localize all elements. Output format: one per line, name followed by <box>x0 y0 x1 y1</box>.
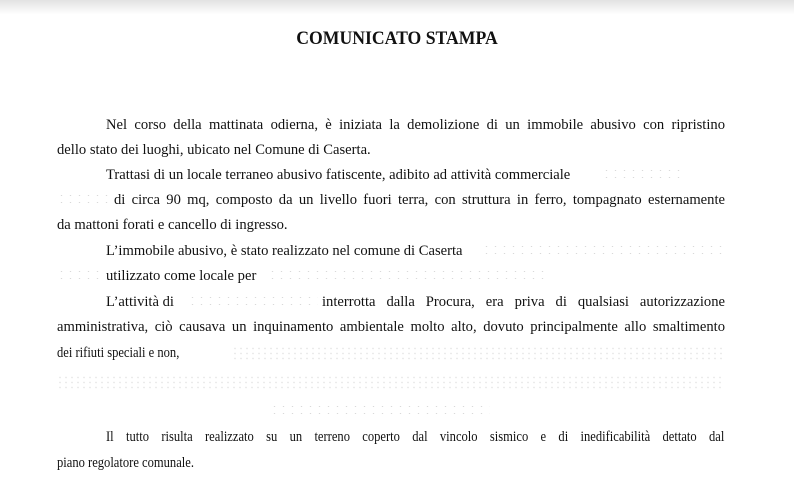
paragraph-2-line-2: di circa 90 mq, composto da un livello fuori terra, con struttura in ferro, tompagnato esternamente <box>114 192 725 208</box>
paragraph-4-line-2: amministrativa, ciò causava un inquinamento ambientale molto alto, dovuto principalmente allo smaltimento <box>57 319 725 335</box>
paragraph-4-line-1-end: interrotta dalla Procura, era priva di qualsiasi autorizzazione <box>322 294 725 310</box>
redacted-region <box>232 346 724 362</box>
paragraph-4-line-1-start: L’attività di <box>106 294 174 310</box>
paragraph-1-line-2: dello stato dei luoghi, ubicato nel Comune di Caserta. <box>57 142 371 158</box>
redacted-region <box>270 403 490 419</box>
redacted-region <box>57 375 724 391</box>
paragraph-3-line-1: L’immobile abusivo, è stato realizzato nel comune di Caserta <box>106 243 463 259</box>
redacted-region <box>482 243 722 259</box>
document-title: COMUNICATO STAMPA <box>296 28 498 49</box>
redacted-region <box>57 268 101 284</box>
paragraph-5-line-1: Il tutto risulta realizzato su un terreno coperto dal vincolo sismico e di inedificabilità dettato dal <box>106 429 725 445</box>
paragraph-3-line-2: utilizzato come locale per <box>106 268 257 284</box>
redacted-region <box>57 192 111 208</box>
paragraph-1-line-1: Nel corso della mattinata odierna, è iniziata la demolizione di un immobile abusivo con ripristino <box>106 117 725 133</box>
redacted-region <box>188 294 318 310</box>
redacted-region <box>602 167 682 183</box>
paragraph-5-line-2: piano regolatore comunale. <box>57 455 194 471</box>
paragraph-2-line-3: da mattoni forati e cancello di ingresso. <box>57 217 288 233</box>
paragraph-4-line-3: dei rifiuti speciali e non, <box>57 345 180 361</box>
redacted-region <box>268 268 548 284</box>
paragraph-2-line-1: Trattasi di un locale terraneo abusivo fatiscente, adibito ad attività commerciale <box>106 167 571 183</box>
viewer-top-shadow <box>0 0 794 14</box>
